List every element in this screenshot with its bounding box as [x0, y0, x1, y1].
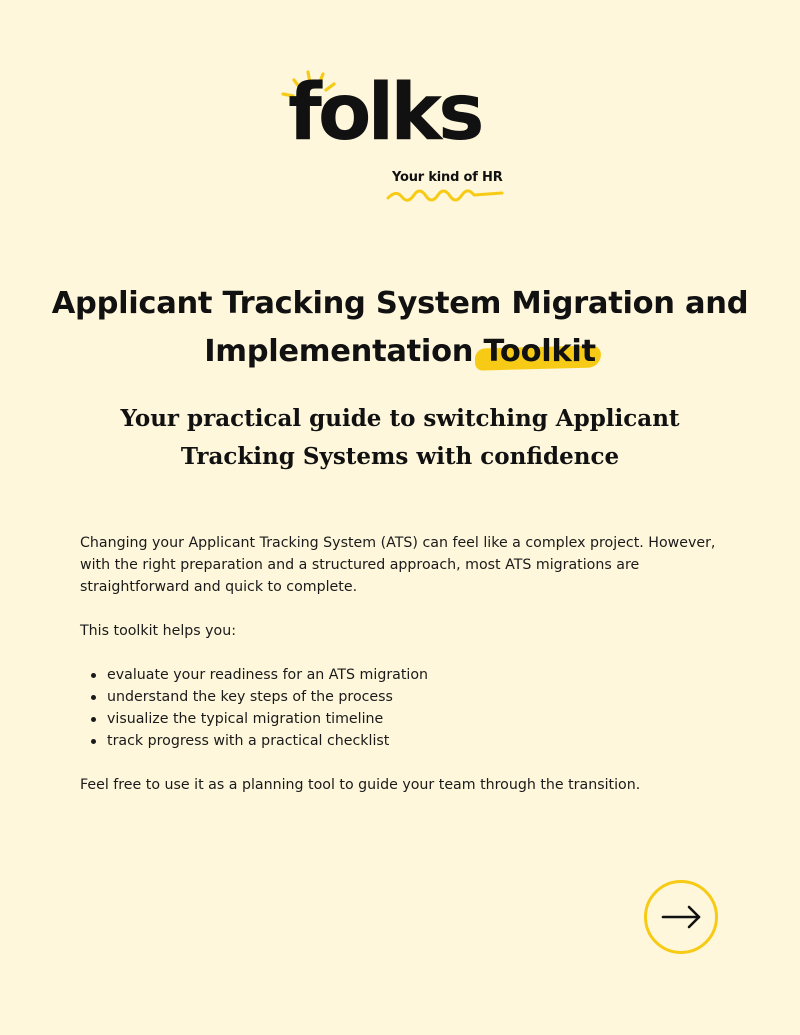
page-title [40, 280, 760, 376]
intro-paragraph: Changing your Applicant Tracking System (ATS) can feel like a complex project. However, with the right preparation and a structured approach, most ATS migrations are straightforward and quick to complete. [80, 535, 716, 595]
list-item: evaluate your readiness for an ATS migration [80, 664, 730, 686]
list-item: visualize the typical migration timeline [80, 708, 730, 730]
page-subtitle: Your practical guide to switching Applicant Tracking Systems with confidence [120, 405, 680, 470]
next-page-button[interactable] [643, 879, 719, 955]
page-title-highlight-text: Toolkit [483, 334, 596, 369]
closing-paragraph: Feel free to use it as a planning tool to guide your team through the transition. [80, 777, 641, 793]
list-lead: This toolkit helps you: [80, 623, 237, 639]
logo-tagline: Your kind of HR [392, 170, 503, 185]
list-item: understand the key steps of the process [80, 686, 730, 708]
page-title-main: Applicant Tracking System Migration and Implementation [51, 286, 749, 369]
list-item: track progress with a practical checklist [80, 730, 730, 752]
page-title-highlight [483, 328, 595, 376]
benefits-list [80, 664, 730, 752]
arrow-right-icon [643, 879, 719, 955]
logo-wordmark: folks [288, 68, 481, 158]
squiggle-underline-icon [386, 188, 504, 202]
body-content [80, 532, 730, 796]
brand-logo [280, 68, 520, 208]
